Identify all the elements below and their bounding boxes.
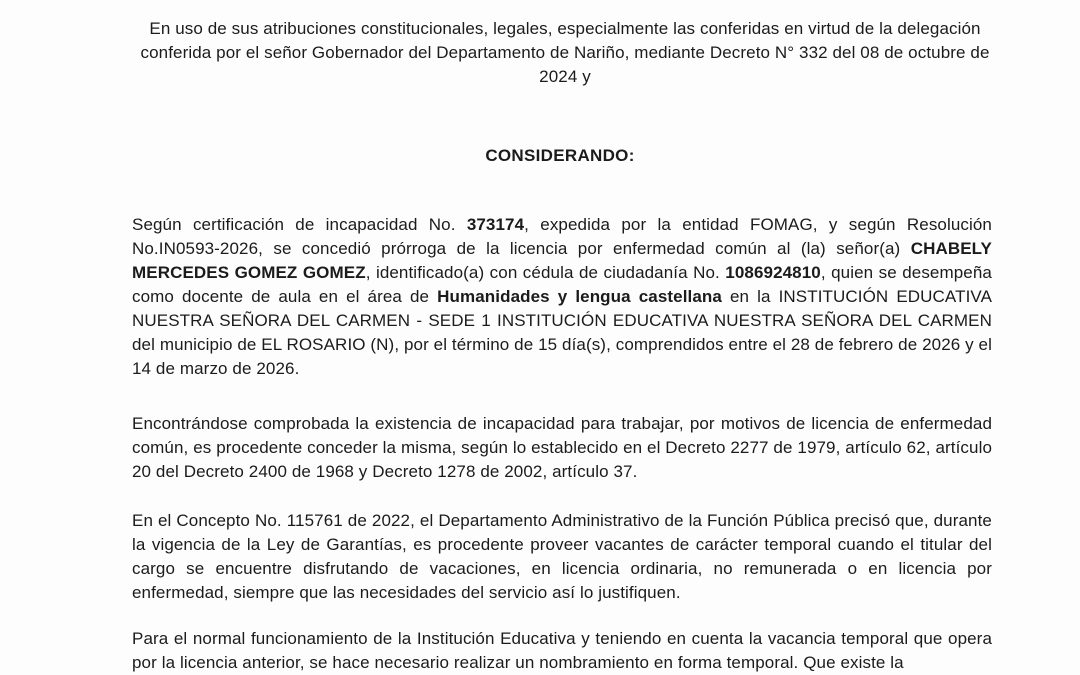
certificate-number: 373174 <box>466 215 525 234</box>
paragraph-operation: Para el normal funcionamiento de la Institución Educativa y teniendo en cuenta la vacancia temporal que opera por la licencia anterior, se hace necesario realizar un nombramiento en forma temporal. Que existe la <box>132 629 992 672</box>
p1-text-2: , expedida por la entidad FOMAG, y según Resolución No.IN0593-2026, se concedió prórroga de la licencia por enfermedad común al (la) señor(a) <box>132 215 992 258</box>
teaching-area: Humanidades y lengua castellana <box>437 287 722 306</box>
paragraph-incapacity: Encontrándose comprobada la existencia de incapacidad para trabajar, por motivos de licencia de enfermedad común, es procedente conceder la misma, según lo establecido en el Decreto 2277 de 1979, artículo 62, artículo 20 del Decreto 2400 de 1968 y Decreto 1278 de 2002, artículo 37. <box>132 414 992 481</box>
p1-text-1: Según certificación de incapacidad No. <box>132 215 467 234</box>
id-number: 1086924810 <box>725 263 821 282</box>
p1-text-4: , quien se desempeña como docente de aula en el área de <box>132 263 992 306</box>
paragraph-concept: En el Concepto No. 115761 de 2022, el Departamento Administrativo de la Función Pública precisó que, durante la vigencia de la Ley de Garantías, es procedente proveer vacantes de carácter temporal cuando el titular del cargo se encuentre disfrutando de vacaciones, en licencia ordinaria, no remunerada o en licencia por enfermedad, siempre que las necesidades del servicio así lo justifiquen. <box>132 511 992 602</box>
paragraph-certification <box>132 213 992 381</box>
p1-text-5: en la INSTITUCIÓN EDUCATIVA NUESTRA SEÑORA DEL CARMEN - SEDE 1 INSTITUCIÓN EDUCATIVA NUESTRA SEÑORA DEL CARMEN del municipio de EL ROSARIO (N), por el término de 15 día(s), comprendidos entre el 28 de febrero de 2026 y el 14 de marzo de 2026. <box>132 287 993 378</box>
employee-name: CHABELY MERCEDES GOMEZ GOMEZ <box>132 239 992 282</box>
section-heading: CONSIDERANDO: <box>485 146 635 165</box>
intro-paragraph: En uso de sus atribuciones constitucionales, legales, especialmente las conferidas en virtud de la delegación conferida por el señor Gobernador del Departamento de Nariño, mediante Decreto N° 332 del 08 de octubre de 2024 y <box>140 19 990 86</box>
p1-text-3: , identificado(a) con cédula de ciudadanía No. <box>365 263 726 282</box>
